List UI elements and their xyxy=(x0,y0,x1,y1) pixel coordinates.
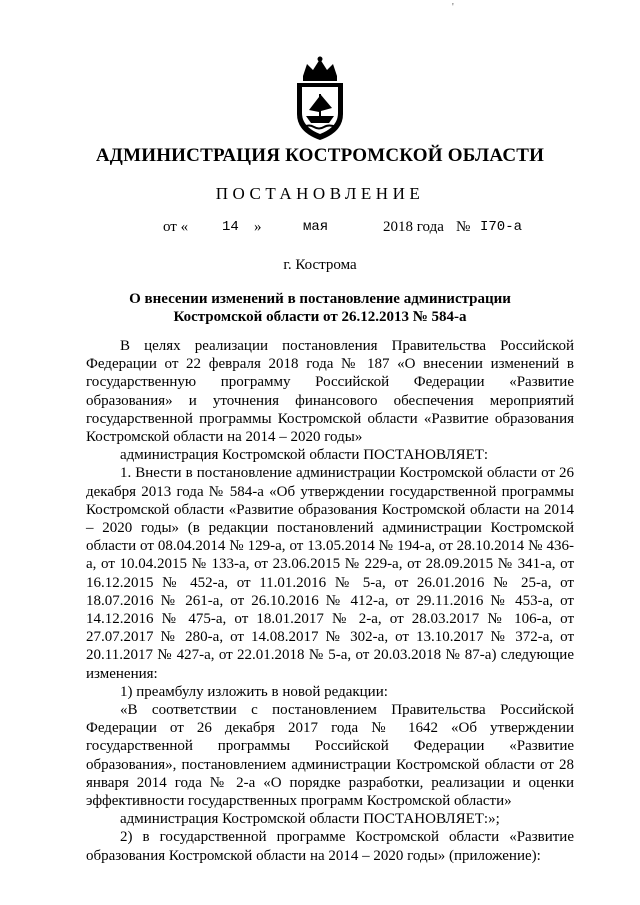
paragraph-resolves: администрация Костромской области ПОСТАНОВЛЯЕТ: xyxy=(120,447,489,464)
date-prefix: от « xyxy=(163,219,189,235)
document-body xyxy=(86,337,574,865)
document-type: ПОСТАНОВЛЕНИЕ xyxy=(215,184,425,203)
number-sign: № xyxy=(456,219,471,235)
date-year: 2018 года xyxy=(383,219,444,235)
subject-line-1: О внесении изменений в постановление администрации xyxy=(129,291,511,307)
date-month: мая xyxy=(303,219,329,235)
paragraph-resolves-quoted: администрация Костромской области ПОСТАНОВЛЯЕТ:»; xyxy=(120,811,500,828)
organization-title: АДМИНИСТРАЦИЯ КОСТРОМСКОЙ ОБЛАСТИ xyxy=(95,145,545,166)
paragraph-subitem-2: 2) в государственной программе Костромской области «Развитие образования Костромской области на 2014 – 2020 годы» (приложение): xyxy=(86,829,574,864)
paragraph-item-1: 1. Внести в постановление администрации Костромской области от 26 декабря 2013 года № 584-а «Об утверждении государственной программы Костромской области «Развитие образования Костромской области на 2014 – 2020 годы» (в редакции постановлений администрации Костромской области от 08.04.2014 № 129-а, от 13.05.2014 № 194-а, от 28.10.2014 № 436-а, от 10.04.2015 № 133-а, от 23.06.2015 № 229-а, от 28.09.2015 № 341-а, от 16.12.2015 № 452-а, от 11.01.2016 № 5-а, от 26.01.2016 № 25-а, от 18.07.2016 № 261-а, от 26.10.2016 № 412-а, от 29.11.2016 № 453-а, от 14.12.2016 № 475-а, от 18.01.2017 № 2-а, от 28.03.2017 № 106-а, от 27.07.2017 № 280-а, от 14.08.2017 № 302-а, от 13.10.2017 № 372-а, от 20.11.2017 № 427-а, от 22.01.2018 № 5-а, от 20.03.2018 № 87-а) следующие изменения: xyxy=(86,465,574,682)
corner-mark: ' xyxy=(452,2,454,13)
date-suffix: » xyxy=(254,219,262,235)
subject-line-2: Костромской области от 26.12.2013 № 584-а xyxy=(173,309,467,325)
city-name: г. Кострома xyxy=(283,257,357,273)
document-number: I70-а xyxy=(480,219,523,235)
coat-of-arms-icon xyxy=(289,56,351,142)
paragraph-preamble: В целях реализации постановления Правительства Российской Федерации от 22 февраля 2018 года № 187 «О внесении изменений в государственную программу Российской Федерации «Развитие образования» и уточнения финансового обеспечения мероприятий государственной программы Костромской области «Развитие образования Костромской области на 2014 – 2020 годы» xyxy=(86,338,574,446)
document-subject xyxy=(100,290,540,326)
date-day: 14 xyxy=(222,219,239,235)
paragraph-subitem-1: 1) преамбулу изложить в новой редакции: xyxy=(120,683,388,700)
paragraph-new-preamble: «В соответствии с постановлением Правительства Российской Федерации от 26 декабря 2017 года № 1642 «Об утверждении государственной программы Российской Федерации «Развитие образования», постановлением администрации Костромской области от 28 января 2014 года № 2-а «О порядке разработки, реализации и оценки эффективности государственных программ Костромской области» xyxy=(86,702,574,810)
